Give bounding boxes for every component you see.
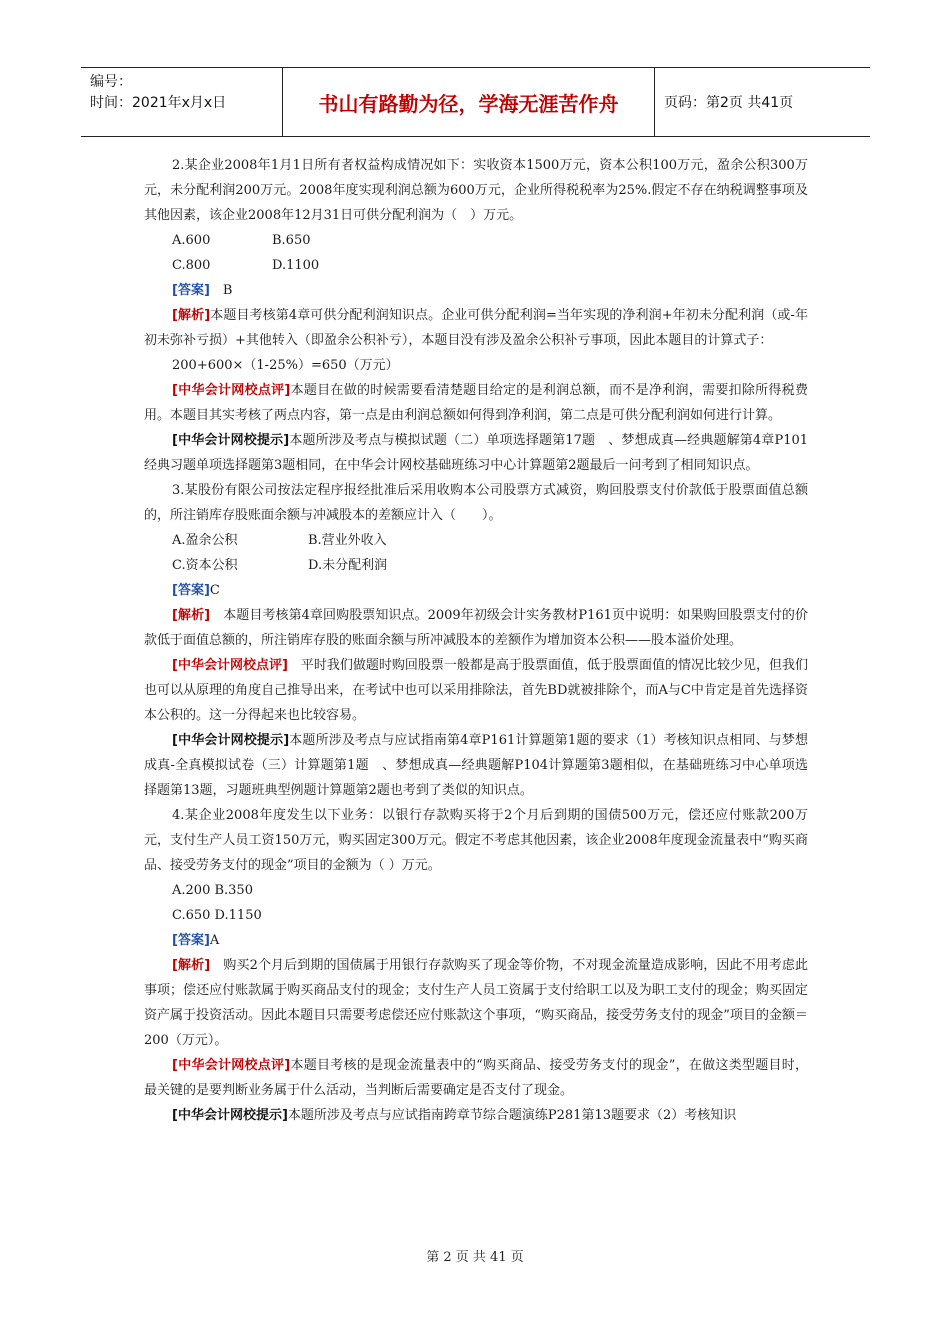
question-3-options-row-1 <box>144 528 808 553</box>
header-page-info: 页码：第2页 共41页 <box>664 95 794 111</box>
hint-text: 本题所涉及考点与应试指南第4章P161计算题第1题的要求（1）考核知识点相同、与梦想成真-全真模拟试卷（三）计算题第1题 、梦想成真—经典题解P104计算题第3题相似，在基础班练习中心单项选择题第13题，习题班典型例题计算题第2题也考到了类似的知识点。 <box>144 733 809 798</box>
hint-text: 本题所涉及考点与模拟试题（二）单项选择题第17题 、梦想成真—经典题解第4章P101经典习题单项选择题第3题相同，在中华会计网校基础班练习中心计算题第2题最后一问考到了相同知识点。 <box>144 433 809 473</box>
answer-value: A <box>209 933 220 948</box>
hint-text: 本题所涉及考点与应试指南跨章节综合题演练P281第13题要求（2）考核知识 <box>287 1108 737 1123</box>
question-2-hint <box>144 428 808 478</box>
question-2-stem: 2.某企业2008年1月1日所有者权益构成情况如下：实收资本1500万元，资本公积100万元，盈余公积300万元，未分配利润200万元。2008年度实现利润总额为600万元，企业所得税税率为25%.假定不存在纳税调整事项及其他因素，该企业2008年12月31日可供分配利润为（ ）万元。 <box>144 158 808 223</box>
question-4-options-row-2: C.650 D.1150 <box>172 908 262 923</box>
option-c: C.资本公积 <box>172 558 238 573</box>
comment-text: 平时我们做题时购回股票一般都是高于股票面值，低于股票面值的情况比较少见，但我们也可以从原理的角度自己推导出来，在考试中也可以采用排除法，首先BD就被排除个，而A与C中肯定是首先选择资本公积的。这一分得起来也比较容易。 <box>144 658 808 723</box>
page-footer: 第 2 页 共 41 页 <box>426 1250 524 1265</box>
comment-text: 本题目考核的是现金流量表中的“购买商品、接受劳务支付的现金”，在做这类型题目时，最关键的是要判断业务属于什么活动，当判断后需要确定是否支付了现金。 <box>144 1058 809 1098</box>
option-b: B.650 <box>272 233 311 248</box>
question-3-options-row-2 <box>144 553 808 578</box>
header-motto: 书山有路勤为径，学海无涯苦作舟 <box>283 68 655 136</box>
question-4-options-row-1: A.200 B.350 <box>172 883 253 898</box>
question-4-hint <box>144 1103 808 1128</box>
option-d: D.1100 <box>272 258 320 273</box>
analysis-tag: [解析] <box>172 608 211 623</box>
question-3-stem: 3.某股份有限公司按法定程序报经批准后采用收购本公司股票方式减资，购回股票支付价款低于股票面值总额的，所注销库存股账面余额与冲减股本的差额应计入（ ）。 <box>144 483 808 523</box>
hint-tag: [中华会计网校提示] <box>172 1108 288 1123</box>
answer-tag: [答案] <box>172 283 210 298</box>
comment-tag: [中华会计网校点评] <box>172 1058 291 1073</box>
answer-value: C <box>209 583 220 598</box>
question-2-comment <box>144 378 808 428</box>
answer-tag: [答案] <box>172 933 210 948</box>
question-3-comment <box>144 653 808 728</box>
analysis-tag: [解析] <box>172 958 211 973</box>
comment-text: 本题目在做的时候需要看清楚题目给定的是利润总额，而不是净利润，需要扣除所得税费用。本题目其实考核了两点内容，第一点是由利润总额如何得到净利润，第二点是可供分配利润如何进行计算。 <box>144 383 808 423</box>
option-d: D.未分配利润 <box>308 558 388 573</box>
analysis-text: 本题目考核第4章回购股票知识点。2009年初级会计实务教材P161页中说明：如果购回股票支付的价款低于面值总额的，所注销库存股的账面余额与所冲减股本的差额作为增加资本公积——股本溢价处理。 <box>144 608 808 648</box>
hint-tag: [中华会计网校提示] <box>172 433 290 448</box>
question-3-hint <box>144 728 808 803</box>
question-2-formula: 200+600×（1-25%）=650（万元） <box>172 358 399 373</box>
question-3-analysis <box>144 603 808 653</box>
question-2-options-row-2 <box>144 253 808 278</box>
analysis-tag: [解析] <box>172 308 211 323</box>
answer-value: B <box>209 283 233 298</box>
header-meta <box>81 68 283 136</box>
analysis-text: 购买2个月后到期的国债属于用银行存款购买了现金等价物，不对现金流量造成影响，因此不用考虑此事项；偿还应付账款属于购买商品支付的现金；支付生产人员工资属于支付给职工以及为职工支付的现金；购买固定资产属于投资活动。因此本题目只需要考虑偿还应付账款这个事项，“购买商品，接受劳务支付的现金”项目的金额＝200（万元）。 <box>144 958 808 1048</box>
option-c: C.800 <box>172 258 211 273</box>
page-header <box>81 67 870 137</box>
number-label: 编号： <box>90 74 132 90</box>
option-b: B.营业外收入 <box>308 533 387 548</box>
question-4-comment <box>144 1053 808 1103</box>
question-3-answer <box>144 578 808 603</box>
comment-tag: [中华会计网校点评] <box>172 658 288 673</box>
analysis-text: 本题目考核第4章可供分配利润知识点。企业可供分配利润=当年实现的净利润+年初未分配利润（或-年初未弥补亏损）+其他转入（即盈余公积补亏），本题目没有涉及盈余公积补亏事项，因此本题目的计算式子： <box>144 308 808 348</box>
hint-tag: [中华会计网校提示] <box>172 733 290 748</box>
answer-tag: [答案] <box>172 583 210 598</box>
question-4-stem: 4.某企业2008年度发生以下业务：以银行存款购买将于2个月后到期的国债500万元，偿还应付账款200万元，支付生产人员工资150万元，购买固定300万元。假定不考虑其他因素，该企业2008年度现金流量表中“购买商品、接受劳务支付的现金”项目的金额为（ ）万元。 <box>144 808 808 873</box>
question-2-options-row-1 <box>144 228 808 253</box>
option-a: A.盈余公积 <box>172 533 238 548</box>
question-2-answer <box>144 278 808 303</box>
document-body <box>144 153 808 1128</box>
time-label: 时间：2021年x月x日 <box>90 95 227 111</box>
option-a: A.600 <box>172 233 211 248</box>
question-4-answer <box>144 928 808 953</box>
question-4-analysis <box>144 953 808 1053</box>
comment-tag: [中华会计网校点评] <box>172 383 291 398</box>
question-2-analysis <box>144 303 808 353</box>
